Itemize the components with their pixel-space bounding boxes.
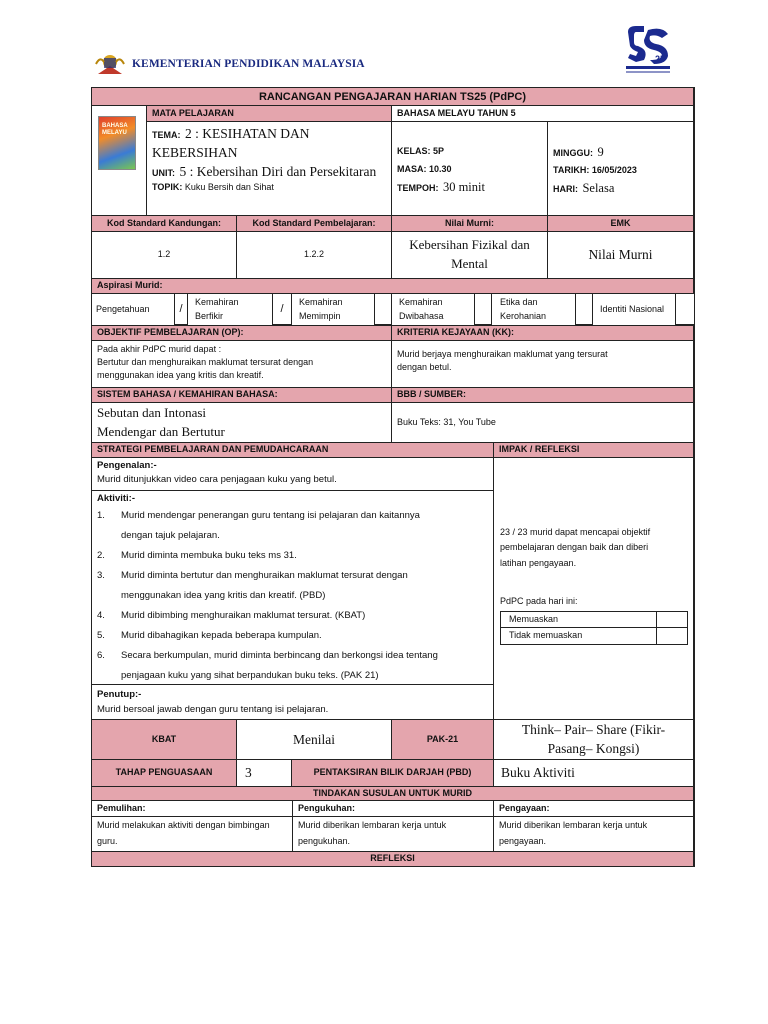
aktiviti-item: 4. Murid dibimbing menghuraikan maklumat tersurat. (KBAT) (97, 609, 366, 621)
aspirasi-pengetahuan: Pengetahuan (96, 303, 150, 314)
kelas: KELAS: 5P (397, 146, 445, 156)
tema-value: 2 : KESIHATAN DAN KEBERSIHAN (152, 126, 310, 160)
aspirasi-kemahiran-dwibahasa: Kemahiran Dwibahasa (399, 297, 444, 321)
ts25-logo-icon (622, 24, 674, 78)
svg-text:25: 25 (655, 54, 666, 64)
impak-text: 23 / 23 murid dapat mencapai objektif pembelajaran dengan baik dan diberi latihan pengayaan. (500, 527, 651, 568)
nilai-murni-header: Nilai Murni: (392, 216, 548, 232)
aktiviti-item: 6. Secara berkumpulan, murid diminta berbincang dan berkongsi idea tentang penjagaan kuku yang sihat berpandukan buku teks. (PAK 21) (97, 649, 438, 681)
kriteria-label: KRITERIA KEJAYAAN (KK): (392, 326, 694, 341)
penutup-label: Penutup:- (97, 689, 142, 700)
aspirasi-mark-2: / (272, 294, 292, 325)
class-time-duration (392, 122, 548, 216)
lesson-plan-table (91, 87, 695, 867)
topik-label: TOPIK: (152, 182, 183, 192)
aspirasi-row (92, 294, 694, 326)
jata-negara-icon (94, 52, 126, 78)
option-tidak-memuaskan: Tidak memuaskan (501, 628, 657, 644)
aspirasi-box-6 (675, 294, 694, 325)
minggu-value: 9 (597, 145, 604, 159)
pengayaan-text: Murid diberikan lembaran kerja untuk pengayaan. (494, 817, 694, 852)
pak21-label: PAK-21 (392, 720, 494, 760)
emk-header: EMK (548, 216, 694, 232)
bbb-label: BBB / SUMBER: (392, 388, 694, 403)
week-date-day (548, 122, 694, 216)
tempoh-value: 30 minit (442, 180, 485, 194)
pengukuhan-text: Murid diberikan lembaran kerja untuk pengukuhan. (293, 817, 494, 852)
pbd-label: PENTAKSIRAN BILIK DARJAH (PBD) (292, 760, 494, 787)
aspirasi-kemahiran-berfikir: Kemahiran Berfikir (195, 297, 239, 321)
textbook-image (92, 106, 147, 216)
pengenalan-text: Murid ditunjukkan video cara penjagaan kuku yang betul. (97, 474, 337, 486)
subject-value: BAHASA MELAYU TAHUN 5 (392, 106, 694, 122)
option-memuaskan: Memuaskan (501, 612, 657, 627)
pengukuhan-label: Pengukuhan: (293, 801, 494, 817)
unit-label: UNIT: (152, 168, 175, 178)
sistem-bahasa-label: SISTEM BAHASA / KEMAHIRAN BAHASA: (92, 388, 392, 403)
strategi-body (92, 458, 494, 720)
aspirasi-label: Aspirasi Murid: (92, 279, 694, 294)
textbook-cover-icon: BAHASA MELAYU (98, 116, 136, 170)
option-tidak-memuaskan-box[interactable] (657, 628, 687, 644)
kod-standard-pembelajaran-header: Kod Standard Pembelajaran: (237, 216, 392, 232)
aspirasi-box-3 (374, 294, 392, 325)
pemulihan-label: Pemulihan: (92, 801, 293, 817)
strategi-label: STRATEGI PEMBELAJARAN DAN PEMUDAHCARAAN (92, 443, 494, 458)
hari-value: Selasa (582, 181, 615, 195)
tempoh-label: TEMPOH: (397, 183, 439, 193)
subject-label: MATA PELAJARAN (147, 106, 392, 122)
tema-label: TEMA: (152, 130, 181, 140)
impak-label: IMPAK / REFLEKSI (494, 443, 694, 458)
kod-standard-pembelajaran-value: 1.2.2 (237, 232, 392, 279)
tarikh: TARIKH: 16/05/2023 (553, 165, 637, 175)
impak-body (494, 458, 694, 720)
pdpc-options (500, 611, 688, 645)
objektif-label: OBJEKTIF PEMBELAJARAN (OP): (92, 326, 392, 341)
penutup-text: Murid bersoal jawab dengan guru tentang isi pelajaran. (97, 704, 329, 715)
document-title: RANCANGAN PENGAJARAN HARIAN TS25 (PdPC) (92, 88, 694, 106)
aktiviti-list (92, 506, 493, 686)
aspirasi-identiti: Identiti Nasional (600, 303, 665, 314)
aspirasi-mark-1: / (174, 294, 188, 325)
tahap-penguasaan-value: 3 (237, 760, 292, 787)
hari-label: HARI: (553, 184, 578, 194)
bbb-text: Buku Teks: 31, You Tube (392, 403, 694, 443)
pengenalan-label: Pengenalan:- (97, 460, 157, 471)
tahap-penguasaan-label: TAHAP PENGUASAAN (92, 760, 237, 787)
theme-unit-topic (147, 122, 392, 216)
kbat-value: Menilai (237, 720, 392, 760)
minggu-label: MINGGU: (553, 148, 593, 158)
aktiviti-item: 5. Murid dibahagikan kepada beberapa kumpulan. (97, 629, 322, 641)
refleksi-label: REFLEKSI (92, 852, 694, 866)
aspirasi-kemahiran-memimpin: Kemahiran Memimpin (299, 297, 343, 321)
tindakan-susulan-label: TINDAKAN SUSULAN UNTUK MURID (92, 787, 694, 801)
aktiviti-item: 3. Murid diminta bertutur dan menghuraikan maklumat tersurat dengan menggunakan idea yang kritis dan kreatif. (PBD) (97, 569, 408, 601)
topik-value: Kuku Bersih dan Sihat (184, 182, 274, 192)
kod-standard-kandungan-value: 1.2 (92, 232, 237, 279)
kod-standard-kandungan-header: Kod Standard Kandungan: (92, 216, 237, 232)
kbat-label: KBAT (92, 720, 237, 760)
aktiviti-item: 2. Murid diminta membuka buku teks ms 31. (97, 549, 297, 561)
masa: MASA: 10.30 (397, 164, 452, 174)
aspirasi-box-5 (575, 294, 593, 325)
aktiviti-item: 1. Murid mendengar penerangan guru tentang isi pelajaran dan kaitannya dengan tajuk pelajaran. (97, 509, 420, 541)
pdpc-label: PdPC pada hari ini: (500, 595, 578, 606)
objektif-text: Pada akhir PdPC murid dapat : Bertutur dan menghuraikan maklumat tersurat dengan menggunakan idea yang kritis dan kreatif. (92, 341, 392, 388)
sistem-bahasa-text: Sebutan dan Intonasi Mendengar dan Bertutur (92, 403, 392, 443)
pak21-value: Think– Pair– Share (Fikir- Pasang– Kongsi) (494, 720, 694, 760)
emk-value: Nilai Murni (548, 232, 694, 279)
pemulihan-text: Murid melakukan aktiviti dengan bimbingan guru. (92, 817, 293, 852)
ministry-name: KEMENTERIAN PENDIDIKAN MALAYSIA (132, 58, 365, 70)
aktiviti-label: Aktiviti:- (97, 492, 135, 504)
aspirasi-box-4 (474, 294, 492, 325)
nilai-murni-value: Kebersihan Fizikal dan Mental (392, 232, 548, 279)
pengayaan-label: Pengayaan: (494, 801, 694, 817)
option-memuaskan-box[interactable] (657, 612, 687, 627)
pbd-value: Buku Aktiviti (494, 760, 694, 787)
aspirasi-etika: Etika dan Kerohanian (500, 297, 547, 321)
kriteria-text: Murid berjaya menghuraikan maklumat yang tersurat dengan betul. (392, 341, 694, 388)
unit-value: 5 : Kebersihan Diri dan Persekitaran (179, 164, 377, 179)
